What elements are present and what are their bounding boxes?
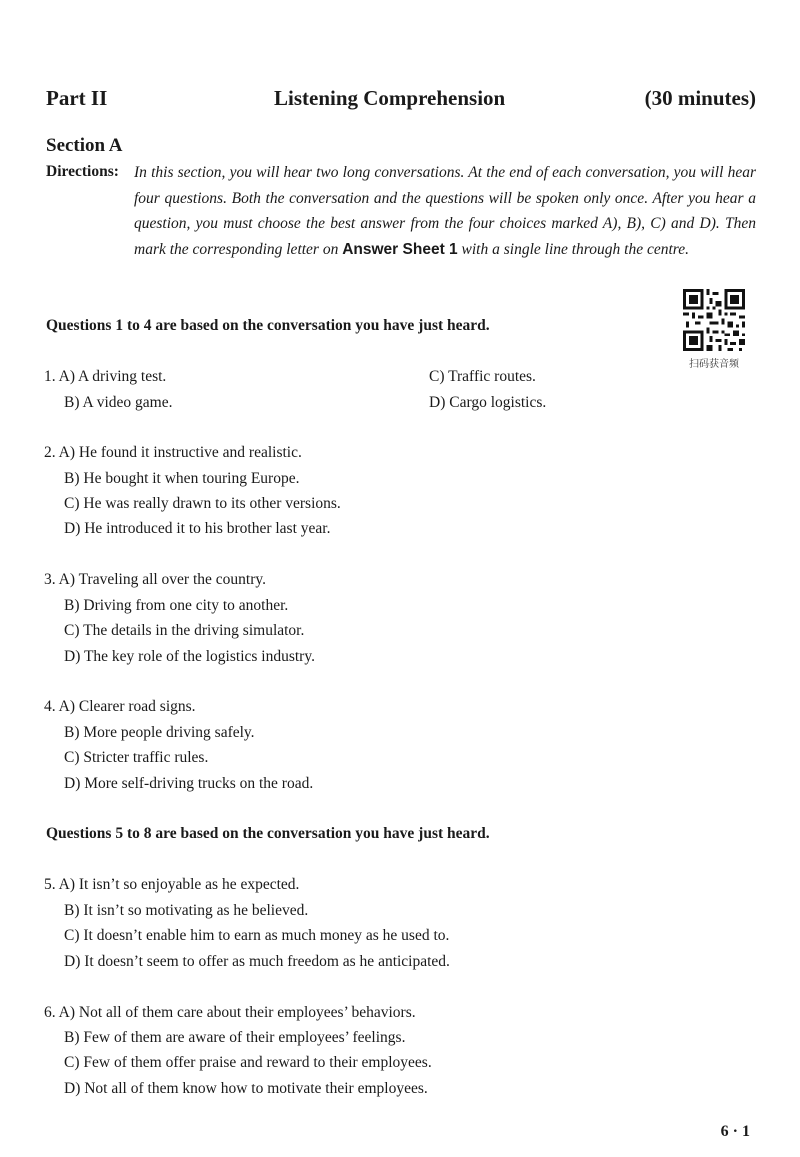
directions-text-after: with a single line through the centre. xyxy=(457,240,689,258)
directions-text xyxy=(134,160,756,262)
question-group-heading: Questions 5 to 8 are based on the conversation you have just heard. xyxy=(46,825,490,842)
option-c: C) It doesn’t enable him to earn as much money as he used to. xyxy=(64,927,450,944)
option-a: A) A driving test. xyxy=(58,368,167,385)
question-2 xyxy=(44,444,302,462)
question-6 xyxy=(44,1004,416,1022)
option-b: B) Few of them are aware of their employees’ feelings. xyxy=(64,1029,406,1046)
section-title: Section A xyxy=(46,135,123,156)
question-number: 1. xyxy=(44,368,56,385)
option-a: A) He found it instructive and realistic. xyxy=(58,444,302,461)
question-number: 2. xyxy=(44,444,56,461)
question-number: 6. xyxy=(44,1004,56,1021)
option-d: D) Cargo logistics. xyxy=(429,394,547,411)
question-3 xyxy=(44,571,266,589)
option-b: B) More people driving safely. xyxy=(64,724,255,741)
question-5 xyxy=(44,876,299,894)
option-a: A) Not all of them care about their employees’ behaviors. xyxy=(58,1004,416,1021)
option-c: C) He was really drawn to its other versions. xyxy=(64,495,341,512)
option-d: D) The key role of the logistics industry. xyxy=(64,648,315,665)
option-b: B) A video game. xyxy=(64,394,173,411)
directions-label: Directions: xyxy=(46,163,119,180)
option-a: A) Traveling all over the country. xyxy=(58,571,266,588)
question-4 xyxy=(44,698,196,716)
part-header xyxy=(46,86,756,116)
directions-text-before: In this section, you will hear two long conversations. At the end of each conversation, you will hear four questions. Both the conversation and the questions will be spoken only once. After you hear a question, you must choose the best answer from the four choices marked A), B), C) and D). Then mark the corresponding letter on xyxy=(134,164,756,258)
option-b: B) He bought it when touring Europe. xyxy=(64,470,300,487)
option-c: C) Few of them offer praise and reward to their employees. xyxy=(64,1054,432,1071)
option-a: A) It isn’t so enjoyable as he expected. xyxy=(58,876,300,893)
option-c: C) Traffic routes. xyxy=(429,368,536,385)
option-c: C) The details in the driving simulator. xyxy=(64,622,305,639)
option-d: D) It doesn’t seem to offer as much freedom as he anticipated. xyxy=(64,953,450,970)
part-title: Listening Comprehension xyxy=(274,86,506,110)
question-number: 3. xyxy=(44,571,56,588)
question-number: 4. xyxy=(44,698,56,715)
qr-caption: 扫码获音频 xyxy=(689,359,739,370)
option-a: A) Clearer road signs. xyxy=(58,698,196,715)
option-d: D) More self-driving trucks on the road. xyxy=(64,775,314,792)
option-b: B) It isn’t so motivating as he believed. xyxy=(64,902,309,919)
question-group-heading: Questions 1 to 4 are based on the conversation you have just heard. xyxy=(46,317,490,334)
question-1 xyxy=(44,368,166,386)
qr-code-icon xyxy=(683,289,745,351)
part-time: (30 minutes) xyxy=(644,86,756,110)
option-d: D) He introduced it to his brother last year. xyxy=(64,520,331,537)
page-number: 6 · 1 xyxy=(720,1123,750,1140)
option-c: C) Stricter traffic rules. xyxy=(64,749,209,766)
question-number: 5. xyxy=(44,876,56,893)
option-d: D) Not all of them know how to motivate their employees. xyxy=(64,1080,428,1097)
part-label: Part II xyxy=(46,86,108,110)
answer-sheet-reference: Answer Sheet 1 xyxy=(342,240,458,258)
option-b: B) Driving from one city to another. xyxy=(64,597,289,614)
